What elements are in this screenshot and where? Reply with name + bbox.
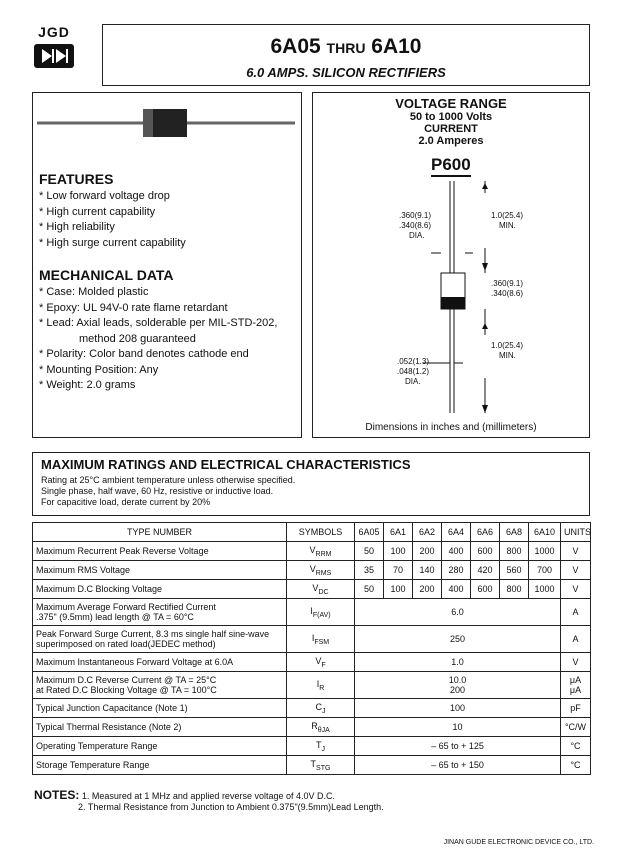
param-line-1: Typical Thermal Resistance (Note 2) [36, 722, 182, 732]
param-line-2: superimposed on rated load(JEDEC method) [36, 639, 216, 649]
ratings-note-2: Single phase, half wave, 60 Hz, resistive or inductive load. [41, 486, 274, 496]
merged-value-cell [355, 672, 561, 699]
dim-lead-diameter: .052(1.3) .048(1.2) DIA. [397, 357, 430, 386]
param-cell [33, 718, 287, 737]
merged-value-cell [355, 653, 561, 672]
value-line-1: – 65 to + 150 [431, 760, 484, 770]
title-box [102, 24, 590, 86]
merged-value-cell [355, 737, 561, 756]
diode-logo-icon [34, 44, 74, 68]
table-header-cell: SYMBOLS [287, 523, 355, 542]
symbol-subscript: RMS [315, 569, 332, 577]
symbol-letter: I [311, 632, 315, 643]
unit-cell [561, 672, 591, 699]
ratings-header [32, 452, 590, 516]
symbol-letter: C [315, 701, 322, 712]
merged-value-cell [355, 756, 561, 775]
param-line-1: Operating Temperature Range [36, 741, 158, 751]
value-cell: 420 [471, 561, 500, 580]
value-line-1: 1.0 [451, 657, 464, 667]
table-row [33, 653, 591, 672]
symbol-cell [287, 542, 355, 561]
symbol-subscript: RRM [315, 550, 332, 558]
unit-cell: V [561, 561, 591, 580]
company-name: JINAN GUDE ELECTRONIC DEVICE CO., LTD. [443, 839, 594, 846]
current-value: 2.0 Amperes [418, 135, 484, 147]
part-last: 6A10 [371, 35, 422, 58]
value-cell: 400 [442, 542, 471, 561]
table-header-cell: 6A1 [384, 523, 413, 542]
symbol-letter: V [315, 655, 322, 666]
param-cell [33, 672, 287, 699]
symbol-subscript: FSM [314, 638, 330, 646]
table-row [33, 626, 591, 653]
unit-cell [561, 756, 591, 775]
param-cell [33, 653, 287, 672]
value-cell: 800 [500, 542, 529, 561]
unit-line-1: V [572, 657, 579, 667]
table-header-cell: 6A4 [442, 523, 471, 542]
part-title [103, 35, 589, 59]
param-line-1: Typical Junction Capacitance (Note 1) [36, 703, 188, 713]
table-header-cell: 6A2 [413, 523, 442, 542]
diode-photo-icon [33, 101, 301, 141]
symbol-cell [287, 737, 355, 756]
value-cell: 600 [471, 580, 500, 599]
symbol-subscript: J [321, 745, 325, 753]
value-line-1: 10.0 [448, 675, 467, 685]
unit-line-1: A [572, 607, 579, 617]
table-header-row [33, 523, 591, 542]
value-cell: 50 [355, 580, 384, 599]
unit-cell [561, 737, 591, 756]
param-cell [33, 756, 287, 775]
symbol-subscript: F [321, 661, 326, 669]
symbol-subscript: F(AV) [312, 611, 331, 619]
param-line-2: .375" (9.5mm) lead length @ TA = 60°C [36, 612, 194, 622]
symbol-cell [287, 672, 355, 699]
note-2: 2. Thermal Resistance from Junction to Ambient 0.375"(9.5mm)Lead Length. [78, 802, 384, 812]
features-list [39, 189, 186, 251]
symbol-cell [287, 699, 355, 718]
param-cell [33, 599, 287, 626]
list-item: * Lead: Axial leads, solderable per MIL-STD-202, [39, 317, 278, 329]
value-cell: 700 [529, 561, 561, 580]
param-line-1: Peak Forward Surge Current, 8.3 ms single half sine-wave [36, 629, 270, 639]
param-cell: Maximum D.C Blocking Voltage [33, 580, 287, 599]
list-item: * Mounting Position: Any [39, 363, 159, 376]
table-header-cell: TYPE NUMBER [33, 523, 287, 542]
unit-cell [561, 626, 591, 653]
value-cell: 35 [355, 561, 384, 580]
symbol-letter: V [312, 582, 319, 593]
value-line-1: 10 [452, 722, 463, 732]
list-item: * High surge current capability [39, 236, 186, 249]
param-cell [33, 737, 287, 756]
value-line-1: 100 [449, 703, 466, 713]
mechanical-heading: MECHANICAL DATA [39, 267, 174, 283]
table-row [33, 737, 591, 756]
symbol-cell [287, 653, 355, 672]
symbol-cell [287, 718, 355, 737]
table-header-cell: 6A6 [471, 523, 500, 542]
symbol-cell [287, 580, 355, 599]
unit-cell: V [561, 542, 591, 561]
symbol-letter: R [311, 720, 318, 731]
unit-line-1: °C [570, 760, 581, 770]
table-row [33, 672, 591, 699]
value-cell: 280 [442, 561, 471, 580]
table-row [33, 756, 591, 775]
list-item: * Weight: 2.0 grams [39, 379, 136, 391]
dim-top-lead-length: 1.0(25.4) MIN. [491, 211, 524, 230]
table-header-cell: 6A10 [529, 523, 561, 542]
ratings-title: MAXIMUM RATINGS AND ELECTRICAL CHARACTERISTICS [41, 457, 411, 472]
symbol-cell [287, 626, 355, 653]
unit-line-1: °C [570, 741, 581, 751]
symbol-subscript: J [322, 707, 326, 715]
package-outline-drawing [313, 93, 589, 437]
dim-bottom-lead-length: 1.0(25.4) MIN. [491, 341, 524, 360]
features-panel [32, 92, 302, 438]
list-item: * High reliability [39, 221, 115, 233]
features-heading: FEATURES [39, 171, 114, 187]
list-item: * Epoxy: UL 94V-0 rate flame retardant [39, 301, 228, 314]
unit-cell [561, 699, 591, 718]
param-cell: Maximum RMS Voltage [33, 561, 287, 580]
value-cell: 140 [413, 561, 442, 580]
value-cell: 560 [500, 561, 529, 580]
merged-value-cell [355, 626, 561, 653]
dim-body-diameter: .360(9.1) .340(8.6) DIA. [399, 211, 432, 240]
symbol-subscript: θJA [317, 726, 330, 734]
unit-cell [561, 599, 591, 626]
symbol-letter: T [316, 739, 322, 750]
value-cell: 50 [355, 542, 384, 561]
unit-line-2: μA [569, 685, 582, 695]
logo-text: JGD [38, 24, 70, 40]
merged-value-cell [355, 599, 561, 626]
param-line-2: at Rated D.C Blocking Voltage @ TA = 100°C [36, 685, 217, 695]
table-header-cell: 6A8 [500, 523, 529, 542]
unit-line-1: A [572, 634, 579, 644]
unit-cell [561, 653, 591, 672]
note-1: 1. Measured at 1 MHz and applied reverse voltage of 4.0V D.C. [81, 791, 335, 801]
list-item: * High current capability [39, 205, 156, 218]
table-header-cell: 6A05 [355, 523, 384, 542]
value-cell: 600 [471, 542, 500, 561]
list-item: * Polarity: Color band denotes cathode end [39, 348, 249, 360]
mechanical-list [39, 285, 277, 394]
merged-value-cell [355, 699, 561, 718]
symbol-cell [287, 599, 355, 626]
dimensions-caption: Dimensions in inches and (millimeters) [365, 422, 537, 433]
param-cell [33, 699, 287, 718]
ratings-note-3: For capacitive load, derate current by 20% [41, 497, 211, 507]
value-line-1: – 65 to + 125 [431, 741, 484, 751]
merged-value-cell [355, 718, 561, 737]
unit-line-1: μA [569, 675, 582, 685]
symbol-letter: V [309, 544, 316, 555]
symbol-letter: I [310, 605, 313, 616]
dim-body-length: .360(9.1) .340(8.6) [491, 279, 524, 298]
symbol-subscript: DC [318, 588, 329, 596]
part-first: 6A05 [270, 35, 321, 58]
value-cell: 200 [413, 542, 442, 561]
value-cell: 400 [442, 580, 471, 599]
param-line-1: Maximum Instantaneous Forward Voltage at 6.0A [36, 657, 234, 667]
unit-line-1: pF [570, 703, 581, 713]
symbol-letter: I [316, 678, 320, 689]
list-item: method 208 guaranteed [79, 332, 196, 345]
symbol-cell [287, 561, 355, 580]
value-cell: 800 [500, 580, 529, 599]
param-line-1: Maximum Average Forward Rectified Current [36, 602, 216, 612]
table-row [33, 718, 591, 737]
value-line-1: 250 [449, 634, 466, 644]
current-label: CURRENT [424, 123, 478, 135]
symbol-cell [287, 756, 355, 775]
voltage-range-panel [312, 92, 590, 438]
param-cell: Maximum Recurrent Peak Reverse Voltage [33, 542, 287, 561]
value-line-2: 200 [449, 685, 466, 695]
voltage-range-value: 50 to 1000 Volts [409, 111, 493, 123]
package-name: P600 [431, 155, 471, 177]
list-item: * Case: Molded plastic [39, 286, 149, 298]
notes-heading: NOTES: [34, 788, 80, 802]
param-cell [33, 626, 287, 653]
voltage-range-title: VOLTAGE RANGE [395, 96, 507, 111]
symbol-subscript: R [319, 684, 325, 692]
table-row [33, 561, 591, 580]
part-subtitle: 6.0 AMPS. SILICON RECTIFIERS [246, 65, 446, 80]
symbol-letter: T [310, 758, 317, 769]
table-row [33, 599, 591, 626]
value-cell: 200 [413, 580, 442, 599]
symbol-letter: V [309, 563, 316, 574]
unit-cell: V [561, 580, 591, 599]
value-line-1: 6.0 [451, 607, 464, 617]
unit-line-1: °C/W [564, 722, 587, 732]
table-header-cell: UNITS [561, 523, 591, 542]
ratings-table [32, 522, 591, 775]
unit-cell [561, 718, 591, 737]
value-cell: 1000 [529, 542, 561, 561]
list-item: * Low forward voltage drop [39, 190, 170, 202]
value-cell: 100 [384, 542, 413, 561]
value-cell: 1000 [529, 580, 561, 599]
param-line-1: Storage Temperature Range [36, 760, 150, 770]
company-logo [32, 24, 76, 82]
table-row [33, 542, 591, 561]
part-thru: THRU [326, 40, 366, 56]
ratings-note-1: Rating at 25°C ambient temperature unless otherwise specified. [41, 475, 296, 485]
table-row [33, 580, 591, 599]
value-cell: 70 [384, 561, 413, 580]
value-cell: 100 [384, 580, 413, 599]
notes [34, 790, 384, 813]
symbol-subscript: STG [316, 764, 331, 772]
param-line-1: Maximum D.C Reverse Current @ TA = 25°C [36, 675, 217, 685]
table-row [33, 699, 591, 718]
